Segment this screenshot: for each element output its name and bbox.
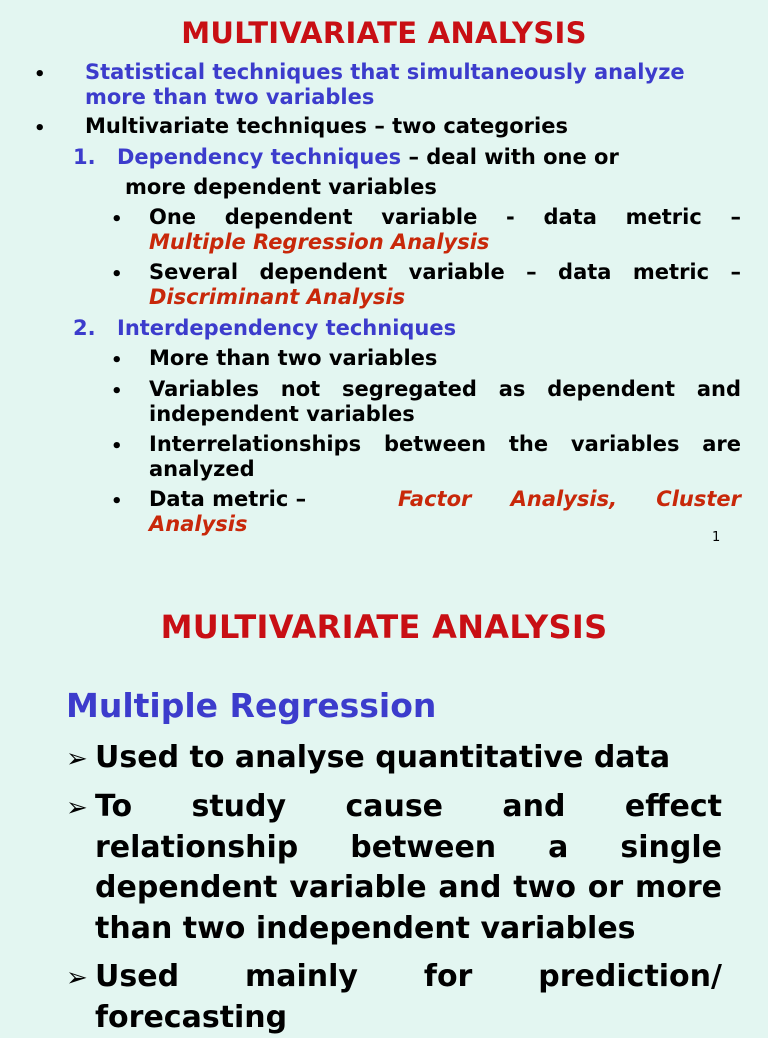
- bullet-statistical-techniques: Statistical techniques that simultaneously analyze more than two variables: [85, 60, 685, 109]
- bullet-dot: •: [111, 350, 123, 371]
- dependency-techniques-desc-line2: more dependent variables: [125, 175, 437, 199]
- several-dependent-variable-text: Several dependent variable – data metric –: [149, 260, 741, 284]
- multiple-regression-method: Multiple Regression Analysis: [149, 230, 490, 254]
- bullet-dot: •: [111, 264, 123, 285]
- factor-cluster-method-line2: Analysis: [149, 512, 248, 536]
- bullet-dot: •: [111, 436, 123, 457]
- slide1-title: MULTIVARIATE ANALYSIS: [181, 16, 587, 50]
- variables-not-segregated: Variables not segregated as dependent and independent variables: [149, 377, 741, 426]
- more-than-two-variables: More than two variables: [149, 346, 438, 370]
- point-cause-effect: To study cause and effect relationship between a single dependent variable and two or more than two independent variables: [95, 789, 722, 946]
- arrow-bullet-icon: ➢: [66, 793, 88, 823]
- discriminant-analysis-method: Discriminant Analysis: [149, 285, 406, 309]
- point-quantitative-data: Used to analyse quantitative data: [95, 740, 671, 775]
- point-prediction-forecasting: Used mainly for prediction/ forecasting: [95, 959, 722, 1035]
- bullet-dot: •: [111, 209, 123, 230]
- dependency-techniques-item: [117, 145, 757, 170]
- bullet-dot: •: [111, 491, 123, 512]
- bullet-dot: •: [111, 381, 123, 402]
- multiple-regression-heading: Multiple Regression: [66, 686, 437, 725]
- one-dependent-variable-text: One dependent variable - data metric –: [149, 205, 741, 229]
- arrow-bullet-icon: ➢: [66, 963, 88, 993]
- data-metric-text: Data metric –: [149, 487, 307, 511]
- dependency-techniques-label: Dependency techniques: [117, 145, 402, 169]
- interdependency-techniques-label: Interdependency techniques: [117, 316, 457, 340]
- arrow-bullet-icon: ➢: [66, 744, 88, 774]
- factor-cluster-method-line1: Factor Analysis, Cluster: [398, 487, 741, 511]
- bullet-dot: •: [34, 64, 46, 85]
- bullet-dot: •: [34, 118, 46, 139]
- dependency-techniques-desc: – deal with one or: [401, 145, 619, 169]
- number-1: 1.: [73, 145, 96, 169]
- bullet-two-categories: Multivariate techniques – two categories: [85, 114, 568, 138]
- slide2-title: MULTIVARIATE ANALYSIS: [160, 608, 608, 646]
- page-number: 1: [712, 530, 721, 545]
- interrelationships-analyzed: Interrelationships between the variables are analyzed: [149, 432, 741, 481]
- number-2: 2.: [73, 316, 96, 340]
